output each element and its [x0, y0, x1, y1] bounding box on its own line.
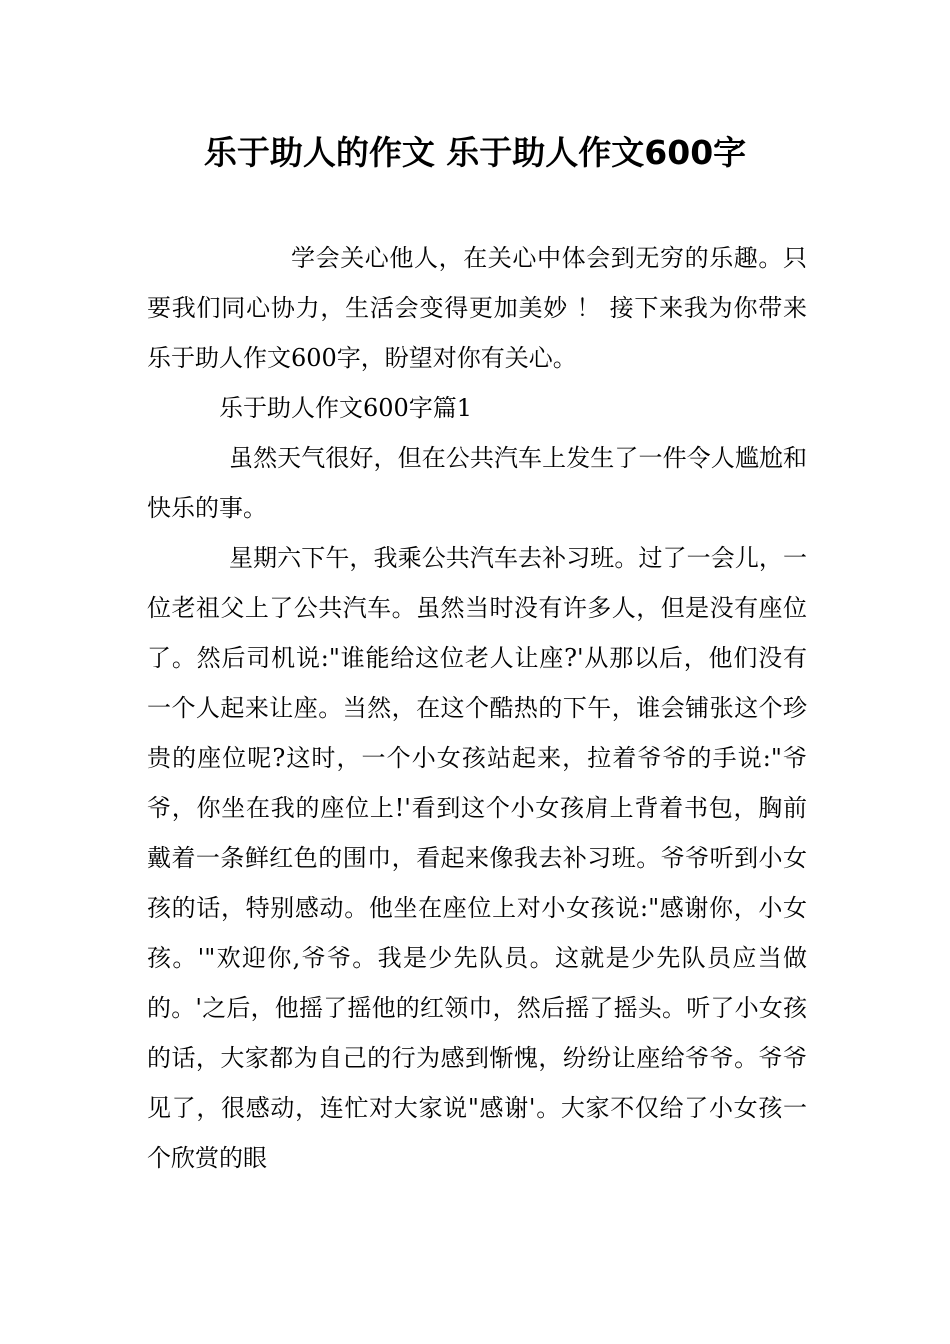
body-paragraph-1: 虽然天气很好，但在公共汽车上发生了一件令人尴尬和快乐的事。	[147, 444, 807, 522]
document-body	[147, 233, 807, 1183]
intro-paragraph: 学会关心他人，在关心中体会到无穷的乐趣。只要我们同心协力，生活会变得更加美妙 ！ 接下来我为你带来乐于助人作文600字，盼望对你有关心。	[147, 244, 807, 372]
body-paragraph-2: 星期六下午，我乘公共汽车去补习班。过了一会儿，一位老祖父上了公共汽车。虽然当时没有许多人，但是没有座位了。然后司机说:"谁能给这位老人让座?'从那以后，他们没有一个人起来让座。当然，在这个酷热的下午，谁会铺张这个珍贵的座位呢?这时，一个小女孩站起来，拉着爷爷的手说:"爷爷，你坐在我的座位上!'看到这个小女孩肩上背着书包，胸前戴着一条鲜红色的围巾，看起来像我去补习班。爷爷听到小女孩的话，特别感动。他坐在座位上对小女孩说:"感谢你，小女孩。'"欢迎你,爷爷。我是少先队员。这就是少先队员应当做的。'之后，他摇了摇他的红领巾，然后摇了摇头。听了小女孩的话，大家都为自己的行为感到惭愧，纷纷让座给爷爷。爷爷见了，很感动，连忙对大家说"感谢'。大家不仅给了小女孩一个欣赏的眼	[147, 544, 807, 1172]
section-heading: 乐于助人作文600字篇1	[219, 394, 473, 422]
document-title: 乐于助人的作文 乐于助人作文600字	[203, 133, 747, 172]
